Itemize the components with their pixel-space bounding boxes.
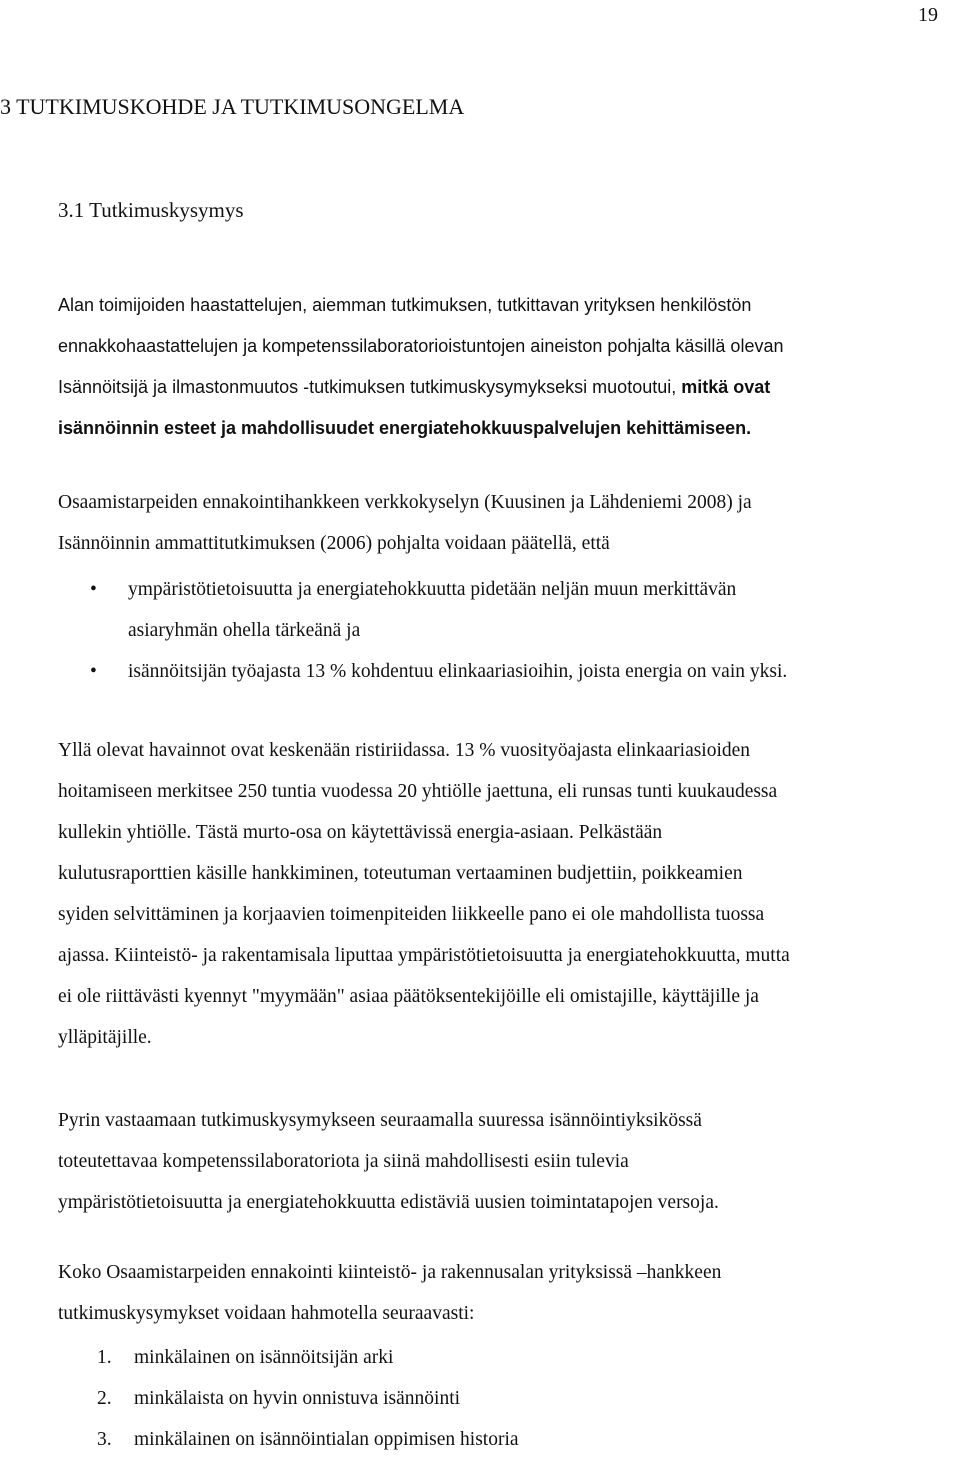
bullet-item — [0, 651, 940, 692]
list-text: minkälainen on isännöitsijän arki — [134, 1347, 394, 1368]
list-text: minkälaista on hyvin onnistuva isännöinti — [134, 1388, 461, 1409]
para2-line1: Osaamistarpeiden ennakointihankkeen verkkokyselyn (Kuusinen ja Lähdeniemi 2008) ja — [58, 492, 752, 513]
para4-line1: Pyrin vastaamaan tutkimuskysymykseen seuraamalla suuressa isännöintiyksikössä — [58, 1110, 702, 1131]
para4-line2: toteutettavaa kompetenssilaboratoriota ja siinä mahdollisesti esiin tulevia — [58, 1151, 629, 1172]
list-number: 2. — [97, 1388, 112, 1409]
chapter-title: 3 TUTKIMUSKOHDE JA TUTKIMUSONGELMA — [0, 94, 465, 119]
para2-line2: Isännöinnin ammattitutkimuksen (2006) pohjalta voidaan päätellä, että — [58, 533, 610, 554]
para3-line5: syiden selvittäminen ja korjaavien toimenpiteiden liikkeelle pano ei ole mahdollista tuossa — [58, 904, 765, 925]
para1-line3: Isännöitsijä ja ilmastonmuutos -tutkimuksen tutkimuskysymykseksi muotoutui, — [58, 377, 682, 397]
para4-line3: ympäristötietoisuutta ja energiatehokkuutta edistäviä uusien toimintatapojen versoja. — [58, 1192, 719, 1213]
para3-line4: kulutusraporttien käsille hankkiminen, toteutuman vertaaminen budjettiin, poikkeamien — [58, 863, 743, 884]
section-title: 3.1 Tutkimuskysymys — [58, 198, 244, 222]
para3-line6: ajassa. Kiinteistö- ja rakentamisala liputtaa ympäristötietoisuutta ja energiatehokkuutta, mutta — [58, 945, 790, 966]
list-item — [0, 1378, 519, 1419]
para1-line3-bold: mitkä ovat — [681, 377, 771, 397]
paragraph-approach — [58, 1100, 950, 1223]
bullet1-line1: ympäristötietoisuutta ja energiatehokkuutta pidetään neljän muun merkittävän — [128, 579, 737, 600]
para3-line3: kullekin yhtiölle. Tästä murto-osa on käytettävissä energia-asiaan. Pelkästään — [58, 822, 663, 843]
page-number: 19 — [918, 4, 938, 26]
para1-line2: ennakkohaastattelujen ja kompetenssilaboratorioistuntojen aineiston pohjalta käsillä olevan — [58, 336, 784, 356]
list-number: 1. — [97, 1347, 112, 1368]
bullet-icon: • — [90, 661, 97, 682]
para5-line2: tutkimuskysymykset voidaan hahmotella seuraavasti: — [58, 1303, 475, 1324]
paragraph-project — [58, 1252, 950, 1334]
para3-line7: ei ole riittävästi kyennyt "myymään" asiaa päätöksentekijöille eli omistajille, käyttäjille ja — [58, 986, 759, 1007]
para5-line1: Koko Osaamistarpeiden ennakointi kiinteistö- ja rakennusalan yrityksissä –hankkeen — [58, 1262, 722, 1283]
numbered-list — [0, 1337, 519, 1460]
list-text: minkälainen on isännöintialan oppimisen historia — [134, 1429, 519, 1450]
paragraph-survey — [58, 482, 950, 564]
list-number: 3. — [97, 1429, 112, 1450]
bullet1-line2: asiaryhmän ohella tärkeänä ja — [128, 620, 361, 641]
para1-line4-bold: isännöinnin esteet ja mahdollisuudet energiatehokkuuspalvelujen kehittämiseen. — [58, 418, 752, 438]
bullet-list — [0, 569, 940, 692]
paragraph-contradiction — [58, 730, 950, 1058]
list-item — [0, 1419, 519, 1460]
para3-line8: ylläpitäjille. — [58, 1027, 152, 1048]
para3-line1: Yllä olevat havainnot ovat keskenään ristiriidassa. 13 % vuosityöajasta elinkaariasioiden — [58, 740, 751, 761]
bullet-icon: • — [90, 579, 97, 600]
bullet-item — [0, 569, 940, 651]
para1-line1: Alan toimijoiden haastattelujen, aiemman tutkimuksen, tutkittavan yrityksen henkilöstön — [58, 295, 752, 315]
bullet2-text: isännöitsijän työajasta 13 % kohdentuu elinkaariasioihin, joista energia on vain yksi. — [128, 661, 788, 682]
para3-line2: hoitamiseen merkitsee 250 tuntia vuodessa 20 yhtiölle jaettuna, eli runsas tunti kuukaudessa — [58, 781, 778, 802]
list-item — [0, 1337, 519, 1378]
paragraph-intro — [58, 285, 950, 449]
